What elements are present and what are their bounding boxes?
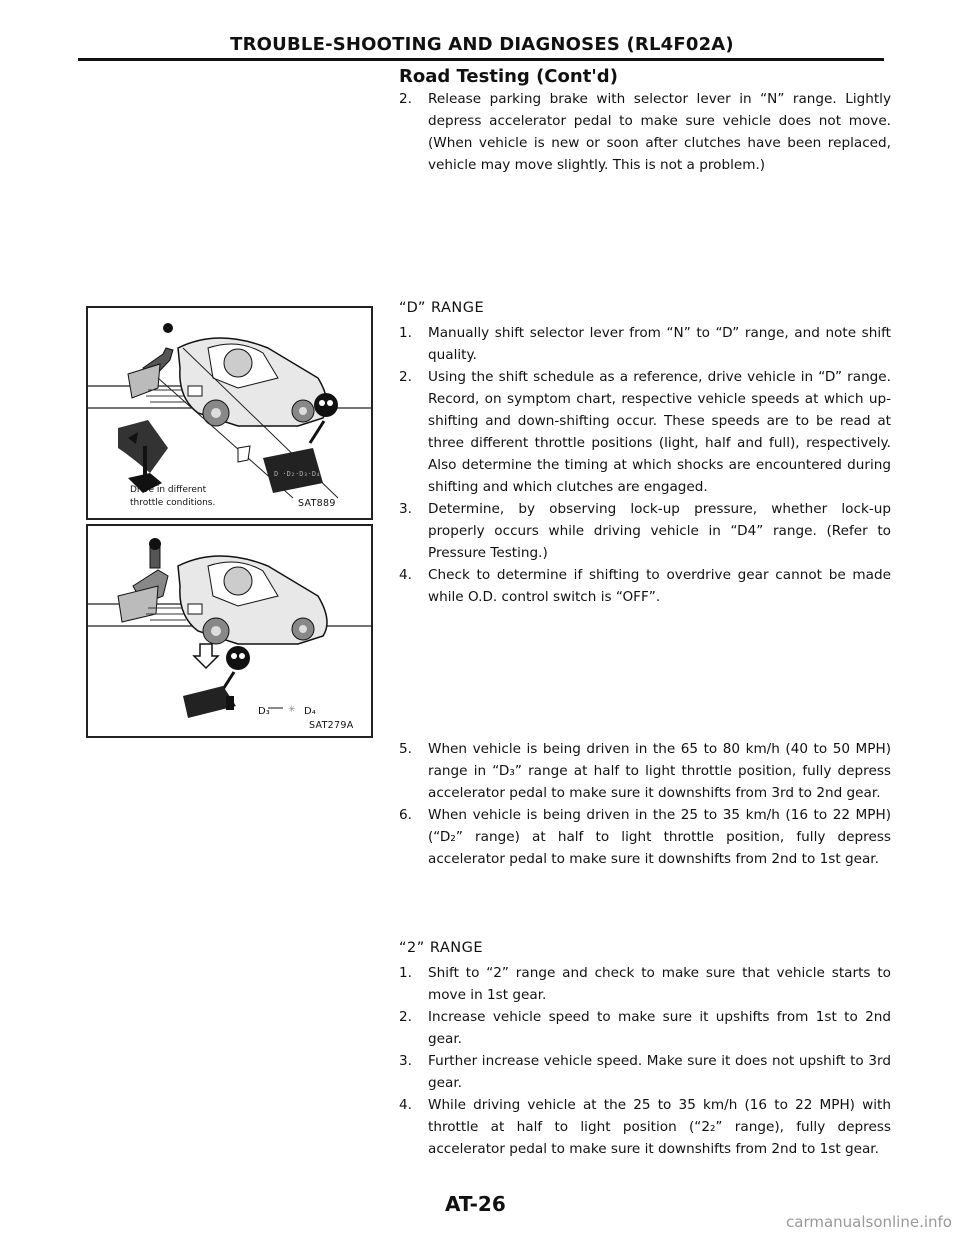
item-number: 4. xyxy=(399,567,412,583)
item-text: When vehicle is being driven in the 25 to 35 km/h (16 to 22 MPH) (“D₂” range) at half to light throttle position, fully depress accelerator pedal to make sure it downshifts from 2nd to 1st gear. xyxy=(428,807,891,867)
item-number: 4. xyxy=(399,1097,412,1113)
figure-shift-range xyxy=(86,524,373,738)
list-item xyxy=(399,322,891,366)
page-number: AT-26 xyxy=(445,1192,506,1216)
item-number: 6. xyxy=(399,807,412,823)
item-text: While driving vehicle at the 25 to 35 km/h (16 to 22 MPH) with throttle at half to light position (“2₂” range), fully depress accelerator pedal to make sure it downshifts from 2nd to 1st gear. xyxy=(428,1097,891,1157)
item-text: Increase vehicle speed to make sure it upshifts from 1st to 2nd gear. xyxy=(428,1009,891,1047)
item-text: Shift to “2” range and check to make sure that vehicle starts to move in 1st gear. xyxy=(428,965,891,1003)
item-text: Check to determine if shifting to overdrive gear cannot be made while O.D. control switch is “OFF”. xyxy=(428,567,891,605)
item-text: Further increase vehicle speed. Make sure it does not upshift to 3rd gear. xyxy=(428,1053,891,1091)
item-text: Release parking brake with selector lever in “N” range. Lightly depress accelerator pedal to make sure vehicle does not move. (When vehicle is new or soon after clutches have been replaced, vehicle may move slightly. This is not a problem.) xyxy=(428,91,891,173)
list-item xyxy=(399,366,891,498)
figure1-code: SAT889 xyxy=(298,498,336,509)
item-text: When vehicle is being driven in the 65 to 80 km/h (40 to 50 MPH) range in “D₃” range at half to light throttle position, fully depress accelerator pedal to make sure it downshifts from 3rd to 2nd gear. xyxy=(428,741,891,801)
intro-item xyxy=(399,88,891,176)
two-range-heading: “2” RANGE xyxy=(399,940,484,956)
svg-text:D ·D₂·D₃·D₄: D ·D₂·D₃·D₄ xyxy=(274,470,321,478)
item-number: 5. xyxy=(399,741,412,757)
page-header: TROUBLE-SHOOTING AND DIAGNOSES (RL4F02A) xyxy=(230,34,734,55)
item-number: 2. xyxy=(399,1009,412,1025)
item-number: 3. xyxy=(399,1053,412,1069)
list-item xyxy=(399,1006,891,1050)
list-item xyxy=(399,1050,891,1094)
figure1-caption-line2: throttle conditions. xyxy=(130,498,216,508)
list-item xyxy=(399,498,891,564)
figure-drive-throttle xyxy=(86,306,373,520)
section-subtitle: Road Testing (Cont'd) xyxy=(399,66,618,87)
figure2-d3-label: D₃ xyxy=(258,706,270,717)
car-shift-illustration xyxy=(88,526,371,736)
watermark: carmanualsonline.info xyxy=(786,1213,952,1231)
d-range-list-continued xyxy=(399,738,891,870)
item-number: 3. xyxy=(399,501,412,517)
two-range-list xyxy=(399,962,891,1160)
list-item xyxy=(399,804,891,870)
list-item xyxy=(399,564,891,608)
svg-text:✳: ✳ xyxy=(288,705,296,715)
item-number: 1. xyxy=(399,325,412,341)
header-rule xyxy=(78,58,884,61)
list-item xyxy=(399,738,891,804)
item-number: 2. xyxy=(399,369,412,385)
figure1-caption-line1: Drive in different xyxy=(130,485,207,495)
figure2-d4-label: D₄ xyxy=(304,706,316,717)
figure2-code: SAT279A xyxy=(309,720,354,731)
item-number: 1. xyxy=(399,965,412,981)
list-item xyxy=(399,1094,891,1160)
item-text: Using the shift schedule as a reference, drive vehicle in “D” range. Record, on symptom chart, respective vehicle speeds at which up-shifting and down-shifting occur. These speeds are to be read at three different throttle positions (light, half and full), respectively. Also determine the timing at which shocks are encountered during shifting and which clutches are engaged. xyxy=(428,369,891,495)
item-text: Manually shift selector lever from “N” to “D” range, and note shift quality. xyxy=(428,325,891,363)
d-range-heading: “D” RANGE xyxy=(399,300,485,316)
list-item xyxy=(399,962,891,1006)
item-text: Determine, by observing lock-up pressure, whether lock-up properly occurs while driving vehicle in “D4” range. (Refer to Pressure Testing.) xyxy=(428,501,891,561)
intro-list xyxy=(399,88,891,176)
d-range-list xyxy=(399,322,891,608)
item-number: 2. xyxy=(399,91,412,107)
